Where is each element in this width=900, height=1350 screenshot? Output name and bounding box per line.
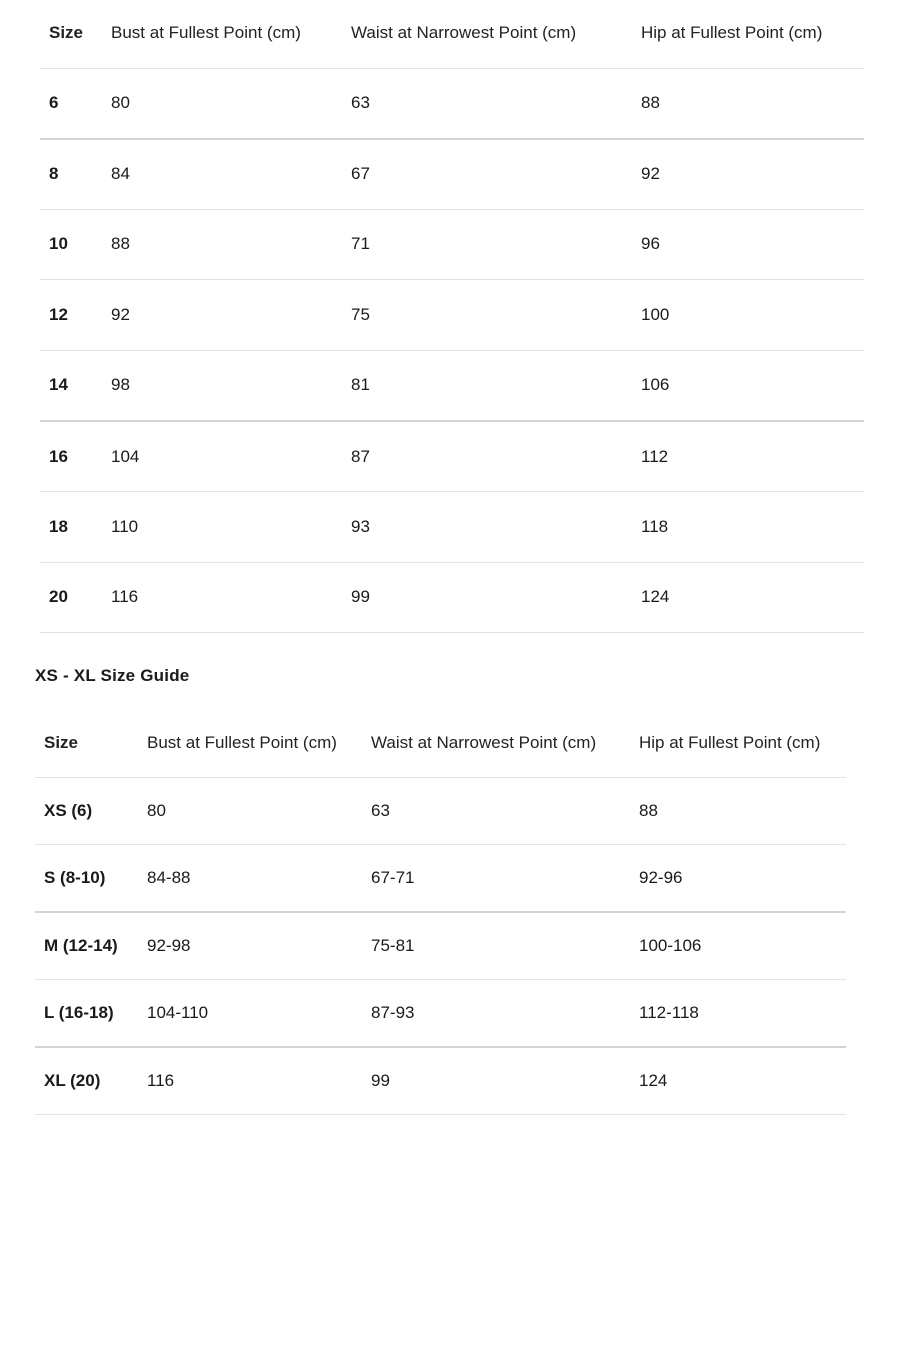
header-bust: Bust at Fullest Point (cm) [147,733,337,753]
table-row [35,845,846,913]
cell-bust: 116 [111,587,139,607]
header-waist: Waist at Narrowest Point (cm) [351,22,577,42]
cell-hip: 92 [641,164,660,184]
table-row [40,492,864,563]
header-hip: Hip at Fullest Point (cm) [639,733,821,753]
cell-waist: 67-71 [371,868,415,888]
cell-size: 16 [49,446,68,466]
cell-hip: 112-118 [639,1003,699,1023]
size-chart-table-numeric [40,0,864,633]
cell-waist: 63 [351,93,370,113]
table-row [40,139,864,210]
cell-size: 14 [49,375,68,395]
cell-size: M (12-14) [44,936,118,956]
cell-size: 12 [49,305,68,325]
table-body [40,68,864,633]
header-size: Size [44,733,79,753]
cell-hip: 106 [641,375,670,395]
cell-hip: 96 [641,234,660,254]
cell-size: XL (20) [44,1071,101,1091]
table-header [35,710,846,777]
cell-size: XS (6) [44,800,93,820]
cell-hip: 112 [641,446,669,466]
table-row [40,350,864,421]
cell-bust: 92 [111,305,130,325]
header-row [40,0,864,68]
cell-waist: 81 [351,375,370,395]
cell-hip: 124 [641,587,670,607]
cell-size: 10 [49,234,68,254]
cell-hip: 92-96 [639,868,683,888]
cell-waist: 93 [351,516,370,536]
cell-bust: 104-110 [147,1003,209,1023]
cell-size: 6 [49,93,59,113]
table-row [35,1047,846,1115]
cell-size: 18 [49,516,68,536]
cell-waist: 75 [351,305,370,325]
header-row [35,710,846,777]
cell-bust: 110 [111,516,139,536]
cell-bust: 80 [111,93,130,113]
cell-waist: 99 [371,1071,390,1091]
cell-waist: 67 [351,164,370,184]
cell-size: 20 [49,587,68,607]
cell-bust: 104 [111,446,140,466]
section-title: XS - XL Size Guide [35,666,190,685]
cell-size: 8 [49,164,59,184]
header-bust: Bust at Fullest Point (cm) [111,22,301,42]
cell-hip: 100-106 [639,936,702,956]
table-row [40,562,864,633]
cell-hip: 100 [641,305,670,325]
cell-waist: 87-93 [371,1003,415,1023]
header-size: Size [49,22,84,42]
table-row [35,980,846,1048]
cell-hip: 88 [641,93,660,113]
cell-waist: 63 [371,800,390,820]
table-body [35,777,846,1115]
cell-size: S (8-10) [44,868,106,888]
cell-bust: 116 [147,1071,175,1091]
table-row [40,209,864,280]
cell-bust: 84 [111,164,130,184]
cell-size: L (16-18) [44,1003,114,1023]
table-header [40,0,864,68]
cell-waist: 71 [351,234,370,254]
table-row [40,280,864,351]
cell-hip: 118 [641,516,669,536]
header-waist: Waist at Narrowest Point (cm) [371,733,597,753]
cell-waist: 87 [351,446,370,466]
cell-bust: 88 [111,234,130,254]
table-row [40,68,864,139]
header-hip: Hip at Fullest Point (cm) [641,22,823,42]
cell-waist: 99 [351,587,370,607]
cell-bust: 92-98 [147,936,191,956]
cell-waist: 75-81 [371,936,415,956]
cell-hip: 124 [639,1071,668,1091]
cell-hip: 88 [639,800,658,820]
table-row [35,777,846,845]
cell-bust: 84-88 [147,868,191,888]
size-chart-table-letter [35,710,846,1115]
table-row [35,912,846,980]
table-row [40,421,864,492]
cell-bust: 98 [111,375,130,395]
cell-bust: 80 [147,800,166,820]
